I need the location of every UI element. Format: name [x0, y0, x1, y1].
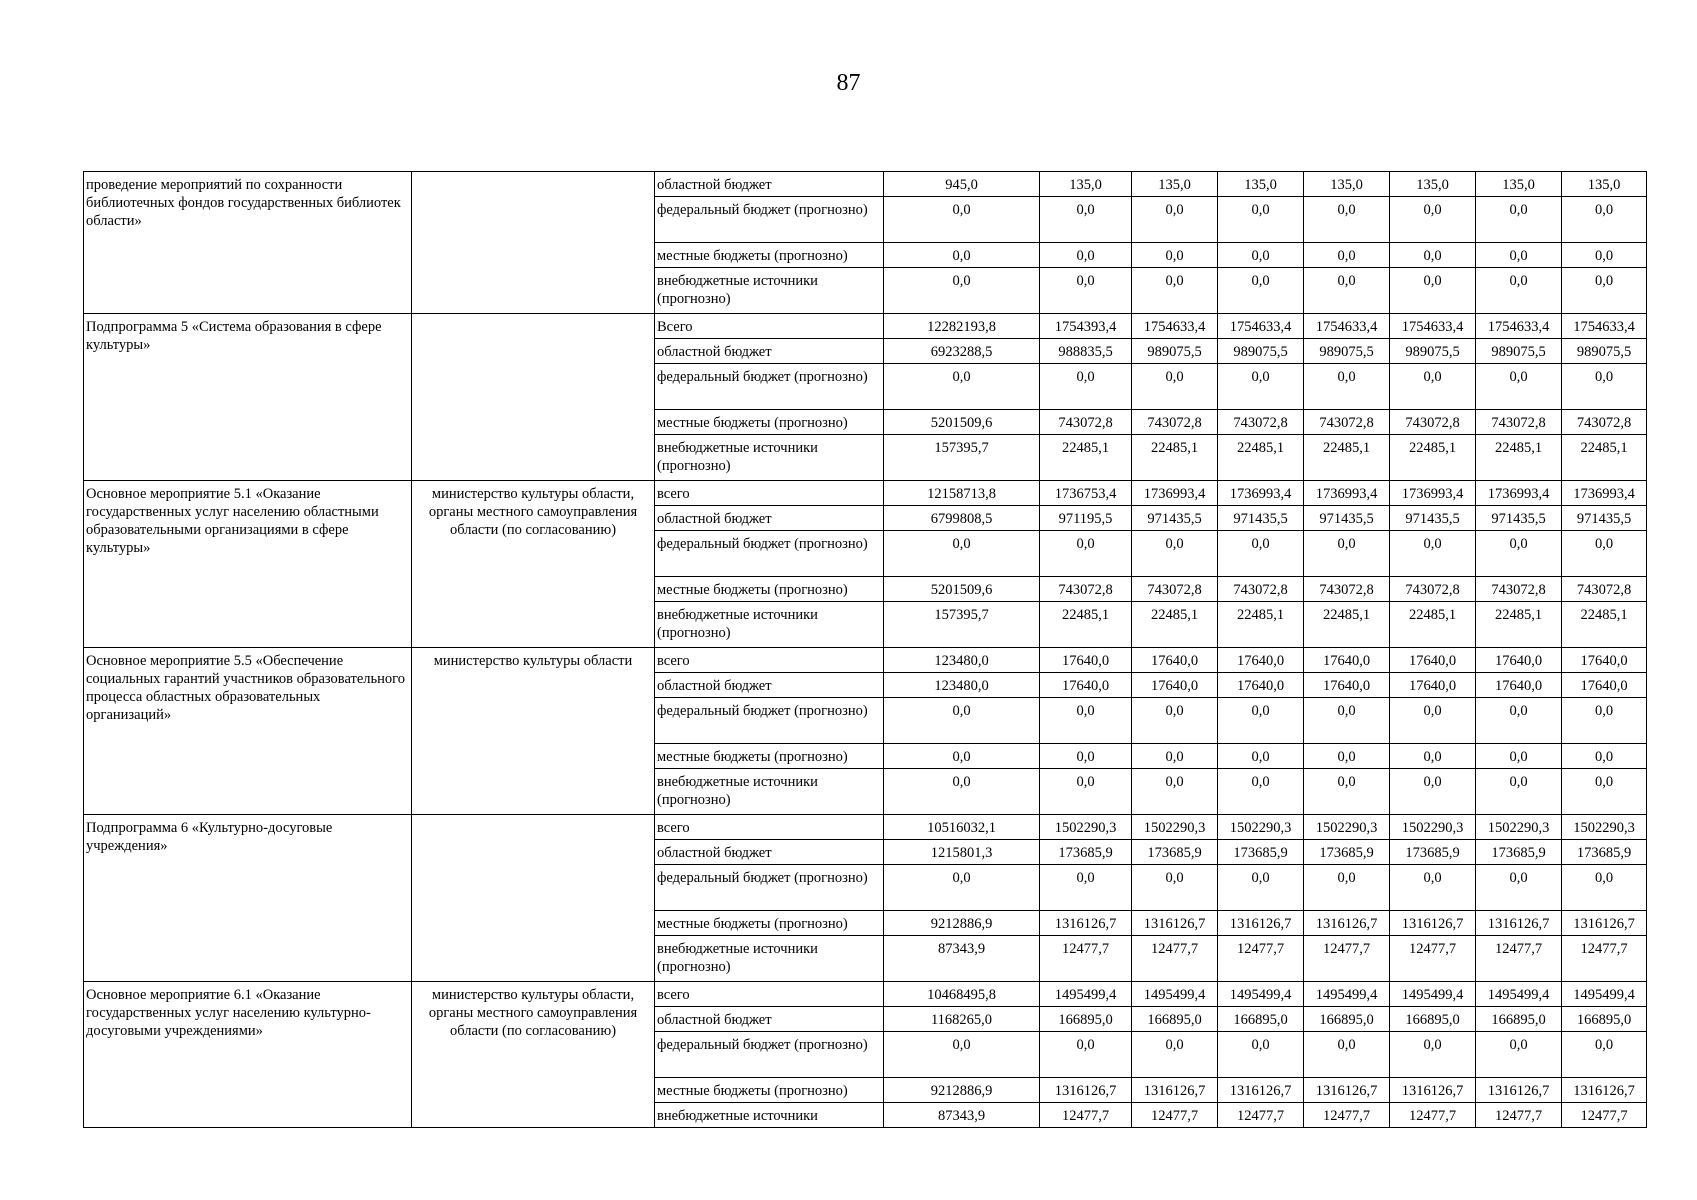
year-value-cell: 12477,7 — [1476, 936, 1562, 982]
responsible-cell — [412, 815, 655, 982]
year-value-cell: 0,0 — [1304, 1032, 1390, 1078]
total-value-cell: 5201509,6 — [884, 410, 1040, 435]
year-value-cell: 22485,1 — [1390, 435, 1476, 481]
year-value-cell: 1502290,3 — [1304, 815, 1390, 840]
year-value-cell: 0,0 — [1218, 865, 1304, 911]
year-value-cell: 0,0 — [1476, 268, 1562, 314]
year-value-cell: 0,0 — [1390, 197, 1476, 243]
total-value-cell: 87343,9 — [884, 1103, 1040, 1128]
year-value-cell: 1495499,4 — [1040, 982, 1132, 1007]
year-value-cell: 1736993,4 — [1390, 481, 1476, 506]
year-value-cell: 0,0 — [1218, 1032, 1304, 1078]
year-value-cell: 0,0 — [1390, 364, 1476, 410]
year-value-cell: 22485,1 — [1132, 602, 1218, 648]
year-value-cell: 17640,0 — [1562, 648, 1647, 673]
year-value-cell: 17640,0 — [1304, 648, 1390, 673]
year-value-cell: 22485,1 — [1562, 602, 1647, 648]
year-value-cell: 1316126,7 — [1218, 911, 1304, 936]
total-value-cell: 0,0 — [884, 243, 1040, 268]
year-value-cell: 17640,0 — [1040, 648, 1132, 673]
program-name-cell: Подпрограмма 5 «Система образования в сфере культуры» — [84, 314, 412, 481]
year-value-cell: 0,0 — [1390, 865, 1476, 911]
total-value-cell: 9212886,9 — [884, 1078, 1040, 1103]
funding-source-cell: областной бюджет — [655, 840, 884, 865]
program-name-cell: Основное мероприятие 5.5 «Обеспечение социальных гарантий участников образовательного процесса областных образовательных организаций» — [84, 648, 412, 815]
year-value-cell: 173685,9 — [1476, 840, 1562, 865]
year-value-cell: 22485,1 — [1218, 435, 1304, 481]
year-value-cell: 1736993,4 — [1218, 481, 1304, 506]
year-value-cell: 0,0 — [1132, 531, 1218, 577]
year-value-cell: 0,0 — [1040, 698, 1132, 744]
year-value-cell: 1316126,7 — [1218, 1078, 1304, 1103]
total-value-cell: 10516032,1 — [884, 815, 1040, 840]
year-value-cell: 17640,0 — [1218, 648, 1304, 673]
budget-table — [83, 171, 1647, 1128]
funding-source-cell: федеральный бюджет (прогнозно) — [655, 865, 884, 911]
total-value-cell: 12158713,8 — [884, 481, 1040, 506]
funding-source-cell: федеральный бюджет (прогнозно) — [655, 531, 884, 577]
year-value-cell: 0,0 — [1476, 531, 1562, 577]
responsible-cell: министерство культуры области, органы местного самоуправления области (по согласованию) — [412, 982, 655, 1128]
year-value-cell: 743072,8 — [1218, 410, 1304, 435]
year-value-cell: 166895,0 — [1040, 1007, 1132, 1032]
year-value-cell: 0,0 — [1476, 1032, 1562, 1078]
program-name-cell: Подпрограмма 6 «Культурно-досуговые учреждения» — [84, 815, 412, 982]
total-value-cell: 0,0 — [884, 1032, 1040, 1078]
year-value-cell: 22485,1 — [1304, 435, 1390, 481]
table-row — [84, 314, 1647, 339]
year-value-cell: 17640,0 — [1562, 673, 1647, 698]
year-value-cell: 12477,7 — [1040, 1103, 1132, 1128]
year-value-cell: 0,0 — [1476, 243, 1562, 268]
year-value-cell: 0,0 — [1304, 364, 1390, 410]
year-value-cell: 1316126,7 — [1390, 911, 1476, 936]
year-value-cell: 971195,5 — [1040, 506, 1132, 531]
total-value-cell: 0,0 — [884, 744, 1040, 769]
year-value-cell: 1495499,4 — [1132, 982, 1218, 1007]
year-value-cell: 1502290,3 — [1132, 815, 1218, 840]
funding-source-cell: федеральный бюджет (прогнозно) — [655, 698, 884, 744]
year-value-cell: 0,0 — [1562, 531, 1647, 577]
year-value-cell: 743072,8 — [1390, 577, 1476, 602]
year-value-cell: 1754393,4 — [1040, 314, 1132, 339]
year-value-cell: 22485,1 — [1476, 602, 1562, 648]
program-name-cell: Основное мероприятие 6.1 «Оказание государственных услуг населению культурно-досуговыми учреждениями» — [84, 982, 412, 1128]
year-value-cell: 1736993,4 — [1476, 481, 1562, 506]
funding-source-cell: областной бюджет — [655, 1007, 884, 1032]
funding-source-cell: местные бюджеты (прогнозно) — [655, 744, 884, 769]
year-value-cell: 971435,5 — [1132, 506, 1218, 531]
year-value-cell: 0,0 — [1132, 197, 1218, 243]
total-value-cell: 0,0 — [884, 865, 1040, 911]
year-value-cell: 135,0 — [1476, 172, 1562, 197]
year-value-cell: 0,0 — [1040, 769, 1132, 815]
total-value-cell: 945,0 — [884, 172, 1040, 197]
total-value-cell: 5201509,6 — [884, 577, 1040, 602]
year-value-cell: 17640,0 — [1218, 673, 1304, 698]
year-value-cell: 12477,7 — [1476, 1103, 1562, 1128]
funding-source-cell: внебюджетные источники (прогнозно) — [655, 268, 884, 314]
funding-source-cell: федеральный бюджет (прогнозно) — [655, 1032, 884, 1078]
year-value-cell: 17640,0 — [1390, 673, 1476, 698]
funding-source-cell: местные бюджеты (прогнозно) — [655, 410, 884, 435]
table-row — [84, 648, 1647, 673]
year-value-cell: 12477,7 — [1040, 936, 1132, 982]
year-value-cell: 743072,8 — [1218, 577, 1304, 602]
year-value-cell: 743072,8 — [1562, 410, 1647, 435]
funding-source-cell: областной бюджет — [655, 673, 884, 698]
year-value-cell: 166895,0 — [1132, 1007, 1218, 1032]
program-name-cell: проведение мероприятий по сохранности библиотечных фондов государственных библиотек области» — [84, 172, 412, 314]
year-value-cell: 1736753,4 — [1040, 481, 1132, 506]
year-value-cell: 0,0 — [1132, 865, 1218, 911]
year-value-cell: 0,0 — [1476, 744, 1562, 769]
year-value-cell: 0,0 — [1040, 243, 1132, 268]
funding-source-cell: внебюджетные источники (прогнозно) — [655, 936, 884, 982]
year-value-cell: 1754633,4 — [1132, 314, 1218, 339]
year-value-cell: 0,0 — [1218, 769, 1304, 815]
funding-source-cell: местные бюджеты (прогнозно) — [655, 1078, 884, 1103]
year-value-cell: 1495499,4 — [1476, 982, 1562, 1007]
funding-source-cell: всего — [655, 481, 884, 506]
year-value-cell: 989075,5 — [1132, 339, 1218, 364]
year-value-cell: 0,0 — [1218, 744, 1304, 769]
year-value-cell: 1316126,7 — [1132, 1078, 1218, 1103]
year-value-cell: 135,0 — [1304, 172, 1390, 197]
year-value-cell: 0,0 — [1218, 364, 1304, 410]
total-value-cell: 1215801,3 — [884, 840, 1040, 865]
total-value-cell: 1168265,0 — [884, 1007, 1040, 1032]
funding-source-cell: федеральный бюджет (прогнозно) — [655, 364, 884, 410]
year-value-cell: 0,0 — [1562, 197, 1647, 243]
year-value-cell: 173685,9 — [1040, 840, 1132, 865]
year-value-cell: 971435,5 — [1304, 506, 1390, 531]
year-value-cell: 0,0 — [1304, 865, 1390, 911]
year-value-cell: 173685,9 — [1132, 840, 1218, 865]
year-value-cell: 22485,1 — [1040, 602, 1132, 648]
funding-source-cell: внебюджетные источники — [655, 1103, 884, 1128]
total-value-cell: 0,0 — [884, 531, 1040, 577]
year-value-cell: 0,0 — [1304, 197, 1390, 243]
year-value-cell: 135,0 — [1562, 172, 1647, 197]
year-value-cell: 989075,5 — [1390, 339, 1476, 364]
year-value-cell: 0,0 — [1562, 364, 1647, 410]
year-value-cell: 0,0 — [1304, 744, 1390, 769]
total-value-cell: 123480,0 — [884, 648, 1040, 673]
funding-source-cell: местные бюджеты (прогнозно) — [655, 911, 884, 936]
year-value-cell: 743072,8 — [1390, 410, 1476, 435]
year-value-cell: 0,0 — [1040, 364, 1132, 410]
year-value-cell: 1502290,3 — [1476, 815, 1562, 840]
total-value-cell: 6923288,5 — [884, 339, 1040, 364]
year-value-cell: 1316126,7 — [1562, 1078, 1647, 1103]
year-value-cell: 0,0 — [1040, 268, 1132, 314]
responsible-cell: министерство культуры области, органы местного самоуправления области (по согласованию) — [412, 481, 655, 648]
year-value-cell: 0,0 — [1562, 243, 1647, 268]
total-value-cell: 10468495,8 — [884, 982, 1040, 1007]
year-value-cell: 1736993,4 — [1132, 481, 1218, 506]
year-value-cell: 135,0 — [1132, 172, 1218, 197]
funding-source-cell: всего — [655, 815, 884, 840]
total-value-cell: 9212886,9 — [884, 911, 1040, 936]
year-value-cell: 12477,7 — [1562, 936, 1647, 982]
funding-source-cell: федеральный бюджет (прогнозно) — [655, 197, 884, 243]
total-value-cell: 0,0 — [884, 769, 1040, 815]
year-value-cell: 12477,7 — [1218, 936, 1304, 982]
year-value-cell: 0,0 — [1218, 698, 1304, 744]
year-value-cell: 166895,0 — [1562, 1007, 1647, 1032]
year-value-cell: 743072,8 — [1132, 577, 1218, 602]
year-value-cell: 0,0 — [1476, 769, 1562, 815]
year-value-cell: 0,0 — [1390, 268, 1476, 314]
table-body — [84, 172, 1647, 1128]
year-value-cell: 166895,0 — [1218, 1007, 1304, 1032]
year-value-cell: 0,0 — [1218, 197, 1304, 243]
year-value-cell: 12477,7 — [1132, 1103, 1218, 1128]
year-value-cell: 1316126,7 — [1040, 911, 1132, 936]
responsible-cell — [412, 314, 655, 481]
year-value-cell: 0,0 — [1304, 268, 1390, 314]
year-value-cell: 1736993,4 — [1562, 481, 1647, 506]
year-value-cell: 1316126,7 — [1390, 1078, 1476, 1103]
total-value-cell: 6799808,5 — [884, 506, 1040, 531]
page-number: 87 — [836, 70, 861, 96]
year-value-cell: 12477,7 — [1304, 936, 1390, 982]
responsible-cell: министерство культуры области — [412, 648, 655, 815]
year-value-cell: 0,0 — [1476, 364, 1562, 410]
table-row — [84, 982, 1647, 1007]
year-value-cell: 135,0 — [1040, 172, 1132, 197]
year-value-cell: 971435,5 — [1390, 506, 1476, 531]
year-value-cell: 0,0 — [1390, 1032, 1476, 1078]
year-value-cell: 22485,1 — [1218, 602, 1304, 648]
year-value-cell: 12477,7 — [1390, 1103, 1476, 1128]
year-value-cell: 743072,8 — [1304, 577, 1390, 602]
year-value-cell: 17640,0 — [1132, 648, 1218, 673]
funding-source-cell: областной бюджет — [655, 339, 884, 364]
year-value-cell: 989075,5 — [1304, 339, 1390, 364]
total-value-cell: 0,0 — [884, 268, 1040, 314]
year-value-cell: 743072,8 — [1040, 410, 1132, 435]
year-value-cell: 0,0 — [1218, 268, 1304, 314]
year-value-cell: 1316126,7 — [1304, 911, 1390, 936]
year-value-cell: 135,0 — [1218, 172, 1304, 197]
year-value-cell: 0,0 — [1040, 744, 1132, 769]
funding-source-cell: внебюджетные источники (прогнозно) — [655, 435, 884, 481]
year-value-cell: 0,0 — [1390, 243, 1476, 268]
total-value-cell: 157395,7 — [884, 602, 1040, 648]
year-value-cell: 12477,7 — [1390, 936, 1476, 982]
year-value-cell: 17640,0 — [1390, 648, 1476, 673]
year-value-cell: 989075,5 — [1476, 339, 1562, 364]
year-value-cell: 0,0 — [1304, 698, 1390, 744]
total-value-cell: 0,0 — [884, 197, 1040, 243]
year-value-cell: 135,0 — [1390, 172, 1476, 197]
year-value-cell: 0,0 — [1218, 531, 1304, 577]
year-value-cell: 173685,9 — [1390, 840, 1476, 865]
year-value-cell: 17640,0 — [1304, 673, 1390, 698]
funding-source-cell: областной бюджет — [655, 172, 884, 197]
year-value-cell: 1495499,4 — [1390, 982, 1476, 1007]
year-value-cell: 12477,7 — [1132, 936, 1218, 982]
year-value-cell: 22485,1 — [1132, 435, 1218, 481]
table-row — [84, 172, 1647, 197]
year-value-cell: 1316126,7 — [1562, 911, 1647, 936]
year-value-cell: 0,0 — [1390, 698, 1476, 744]
year-value-cell: 12477,7 — [1218, 1103, 1304, 1128]
year-value-cell: 0,0 — [1476, 865, 1562, 911]
year-value-cell: 12477,7 — [1304, 1103, 1390, 1128]
total-value-cell: 0,0 — [884, 364, 1040, 410]
year-value-cell: 173685,9 — [1218, 840, 1304, 865]
year-value-cell: 166895,0 — [1304, 1007, 1390, 1032]
year-value-cell: 0,0 — [1040, 531, 1132, 577]
year-value-cell: 0,0 — [1040, 197, 1132, 243]
year-value-cell: 0,0 — [1132, 744, 1218, 769]
year-value-cell: 0,0 — [1562, 1032, 1647, 1078]
year-value-cell: 971435,5 — [1562, 506, 1647, 531]
year-value-cell: 0,0 — [1132, 769, 1218, 815]
year-value-cell: 0,0 — [1562, 865, 1647, 911]
year-value-cell: 1495499,4 — [1218, 982, 1304, 1007]
year-value-cell: 22485,1 — [1040, 435, 1132, 481]
year-value-cell: 0,0 — [1132, 243, 1218, 268]
year-value-cell: 0,0 — [1132, 698, 1218, 744]
total-value-cell: 123480,0 — [884, 673, 1040, 698]
year-value-cell: 1316126,7 — [1476, 1078, 1562, 1103]
year-value-cell: 0,0 — [1390, 769, 1476, 815]
year-value-cell: 1495499,4 — [1562, 982, 1647, 1007]
year-value-cell: 989075,5 — [1218, 339, 1304, 364]
year-value-cell: 0,0 — [1304, 769, 1390, 815]
total-value-cell: 87343,9 — [884, 936, 1040, 982]
year-value-cell: 0,0 — [1132, 268, 1218, 314]
year-value-cell: 743072,8 — [1040, 577, 1132, 602]
year-value-cell: 0,0 — [1562, 769, 1647, 815]
year-value-cell: 22485,1 — [1476, 435, 1562, 481]
year-value-cell: 0,0 — [1040, 1032, 1132, 1078]
year-value-cell: 988835,5 — [1040, 339, 1132, 364]
year-value-cell: 0,0 — [1562, 698, 1647, 744]
funding-source-cell: всего — [655, 648, 884, 673]
year-value-cell: 1502290,3 — [1040, 815, 1132, 840]
year-value-cell: 17640,0 — [1476, 648, 1562, 673]
year-value-cell: 971435,5 — [1476, 506, 1562, 531]
year-value-cell: 743072,8 — [1562, 577, 1647, 602]
total-value-cell: 157395,7 — [884, 435, 1040, 481]
year-value-cell: 22485,1 — [1390, 602, 1476, 648]
year-value-cell: 1495499,4 — [1304, 982, 1390, 1007]
year-value-cell: 1502290,3 — [1218, 815, 1304, 840]
year-value-cell: 17640,0 — [1040, 673, 1132, 698]
year-value-cell: 1736993,4 — [1304, 481, 1390, 506]
year-value-cell: 1316126,7 — [1476, 911, 1562, 936]
year-value-cell: 173685,9 — [1304, 840, 1390, 865]
year-value-cell: 0,0 — [1304, 531, 1390, 577]
program-name-cell: Основное мероприятие 5.1 «Оказание государственных услуг населению областными образовательными организациями в сфере культуры» — [84, 481, 412, 648]
total-value-cell: 12282193,8 — [884, 314, 1040, 339]
year-value-cell: 166895,0 — [1390, 1007, 1476, 1032]
year-value-cell: 12477,7 — [1562, 1103, 1647, 1128]
year-value-cell: 17640,0 — [1476, 673, 1562, 698]
funding-source-cell: местные бюджеты (прогнозно) — [655, 243, 884, 268]
year-value-cell: 0,0 — [1304, 243, 1390, 268]
year-value-cell: 0,0 — [1476, 698, 1562, 744]
year-value-cell: 0,0 — [1390, 744, 1476, 769]
year-value-cell: 0,0 — [1132, 364, 1218, 410]
funding-source-cell: внебюджетные источники (прогнозно) — [655, 602, 884, 648]
year-value-cell: 0,0 — [1476, 197, 1562, 243]
year-value-cell: 0,0 — [1562, 268, 1647, 314]
funding-source-cell: Всего — [655, 314, 884, 339]
year-value-cell: 1754633,4 — [1476, 314, 1562, 339]
funding-source-cell: внебюджетные источники (прогнозно) — [655, 769, 884, 815]
year-value-cell: 1316126,7 — [1132, 911, 1218, 936]
funding-source-cell: областной бюджет — [655, 506, 884, 531]
funding-source-cell: всего — [655, 982, 884, 1007]
year-value-cell: 0,0 — [1562, 744, 1647, 769]
table-row — [84, 815, 1647, 840]
year-value-cell: 1754633,4 — [1304, 314, 1390, 339]
year-value-cell: 0,0 — [1218, 243, 1304, 268]
table-row — [84, 481, 1647, 506]
year-value-cell: 17640,0 — [1132, 673, 1218, 698]
year-value-cell: 743072,8 — [1476, 410, 1562, 435]
year-value-cell: 1754633,4 — [1218, 314, 1304, 339]
year-value-cell: 743072,8 — [1304, 410, 1390, 435]
year-value-cell: 173685,9 — [1562, 840, 1647, 865]
responsible-cell — [412, 172, 655, 314]
year-value-cell: 743072,8 — [1476, 577, 1562, 602]
year-value-cell: 1502290,3 — [1390, 815, 1476, 840]
year-value-cell: 0,0 — [1132, 1032, 1218, 1078]
year-value-cell: 1754633,4 — [1562, 314, 1647, 339]
year-value-cell: 166895,0 — [1476, 1007, 1562, 1032]
year-value-cell: 1316126,7 — [1040, 1078, 1132, 1103]
year-value-cell: 1502290,3 — [1562, 815, 1647, 840]
year-value-cell: 743072,8 — [1132, 410, 1218, 435]
year-value-cell: 989075,5 — [1562, 339, 1647, 364]
year-value-cell: 0,0 — [1040, 865, 1132, 911]
year-value-cell: 22485,1 — [1304, 602, 1390, 648]
year-value-cell: 1316126,7 — [1304, 1078, 1390, 1103]
year-value-cell: 1754633,4 — [1390, 314, 1476, 339]
funding-source-cell: местные бюджеты (прогнозно) — [655, 577, 884, 602]
year-value-cell: 22485,1 — [1562, 435, 1647, 481]
year-value-cell: 971435,5 — [1218, 506, 1304, 531]
total-value-cell: 0,0 — [884, 698, 1040, 744]
year-value-cell: 0,0 — [1390, 531, 1476, 577]
